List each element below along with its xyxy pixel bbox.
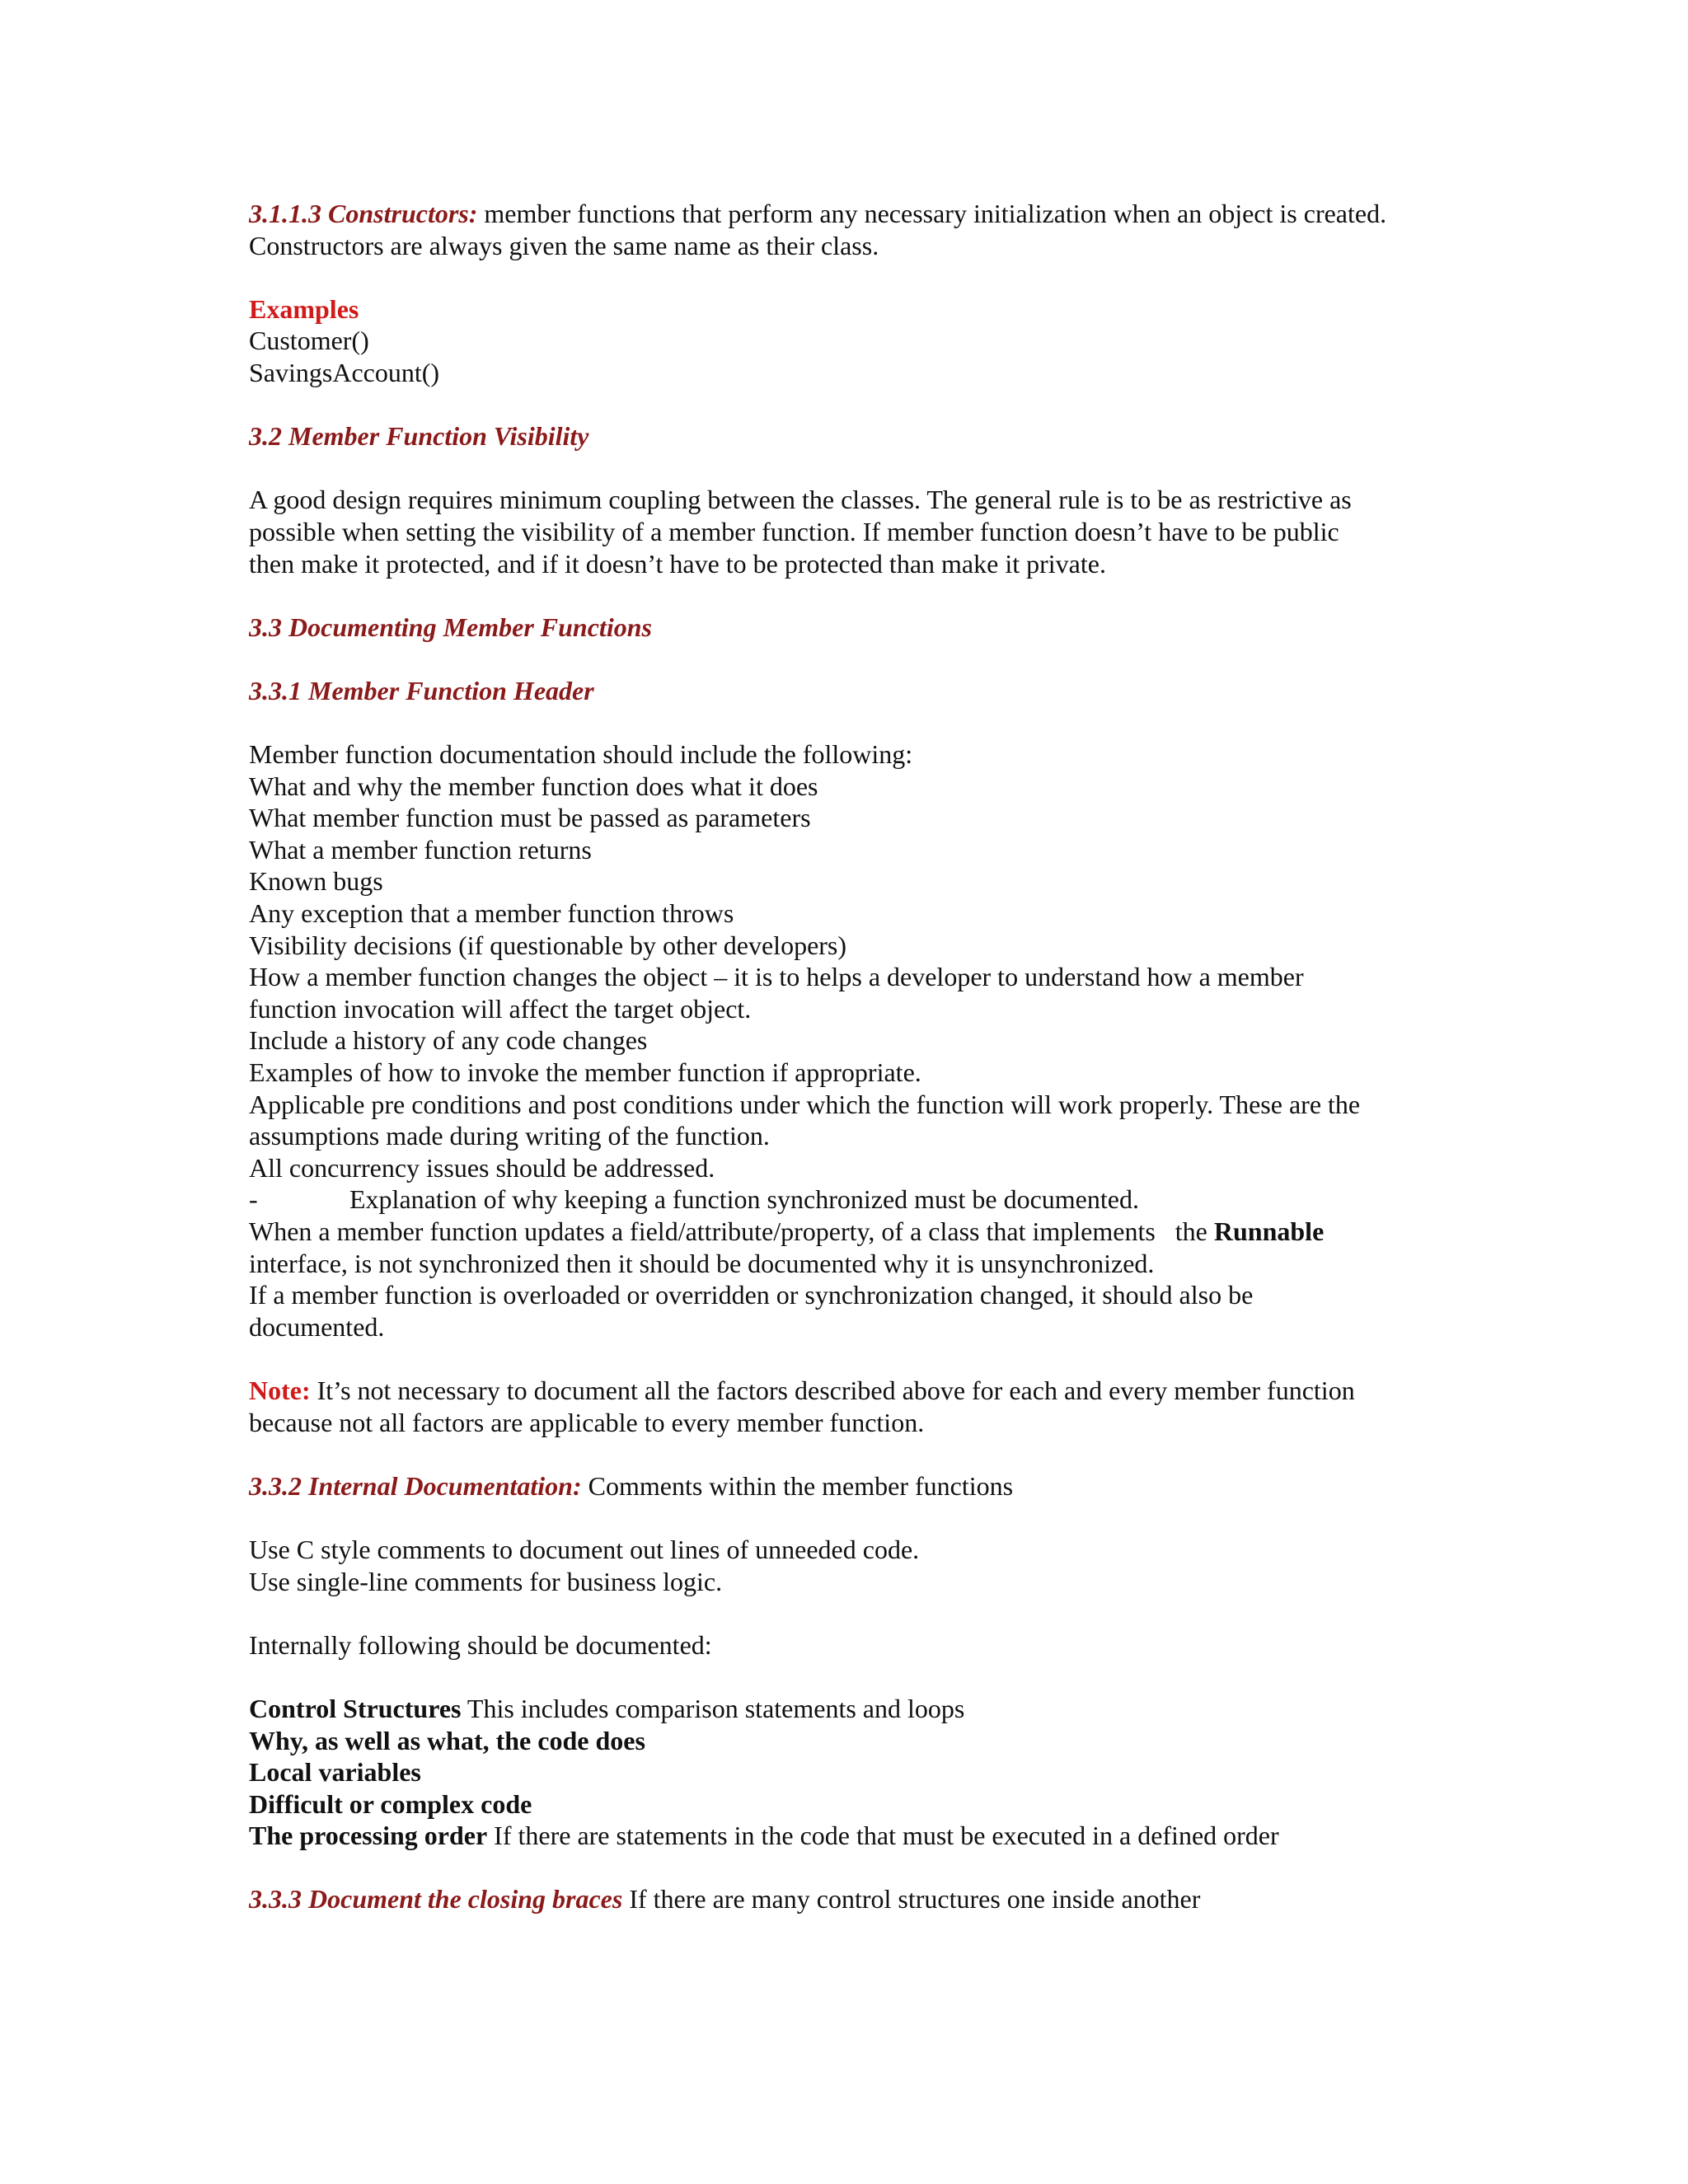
- note-line-1: [249, 1375, 1452, 1407]
- runnable-line-1: [249, 1216, 1452, 1248]
- processing-order-label: The processing order: [249, 1821, 488, 1851]
- internal-doc-heading-text: Comments within the member functions: [581, 1470, 1014, 1501]
- processing-order-line: [249, 1820, 1452, 1852]
- header-doc-line: How a member function changes the object – it is to helps a developer to understand how a member: [249, 962, 1304, 992]
- heading-3-3-2: 3.3.2 Internal Documentation:: [249, 1470, 582, 1501]
- visibility-paragraph-line: then make it protected, and if it doesn’t have to be protected than make it private.: [249, 548, 1106, 579]
- runnable-keyword: Runnable: [1213, 1216, 1325, 1246]
- header-doc-line: What a member function returns: [249, 834, 592, 865]
- examples-label: Examples: [249, 293, 359, 324]
- constructors-paragraph-line-2: Constructors are always given the same name as their class.: [249, 230, 879, 260]
- heading-3-2: 3.2 Member Function Visibility: [249, 421, 589, 452]
- heading-3-3-3: 3.3.3 Document the closing braces: [249, 1884, 623, 1915]
- closing-braces-text: If there are many control structures one inside another: [622, 1884, 1201, 1915]
- why-line: Why, as well as what, the code does: [249, 1725, 645, 1755]
- dash-marker: -: [249, 1184, 258, 1215]
- note-line-2: because not all factors are applicable to every member function.: [249, 1407, 925, 1437]
- comment-rule-line: Use C style comments to document out lines of unneeded code.: [249, 1534, 920, 1564]
- internal-intro: Internally following should be documented:: [249, 1629, 712, 1660]
- runnable-text: When a member function updates a field/attribute/property, of a class that implements the: [249, 1216, 1214, 1246]
- note-text: It’s not necessary to document all the factors described above for each and every member function: [310, 1375, 1355, 1405]
- header-doc-line: Include a history of any code changes: [249, 1025, 648, 1056]
- control-structures-text: This includes comparison statements and loops: [461, 1693, 965, 1723]
- difficult-code-line: Difficult or complex code: [249, 1788, 532, 1819]
- constructors-paragraph-line-1: [249, 198, 1452, 230]
- visibility-paragraph-line: A good design requires minimum coupling between the classes. The general rule is to be as restrictive as: [249, 485, 1352, 515]
- runnable-line-2: interface, is not synchronized then it should be documented why it is unsynchronized.: [249, 1248, 1155, 1278]
- heading-3-3-1: 3.3.1 Member Function Header: [249, 675, 594, 705]
- note-label: Note:: [249, 1375, 311, 1405]
- header-doc-line: Examples of how to invoke the member function if appropriate.: [249, 1057, 921, 1088]
- header-doc-line: All concurrency issues should be addressed.: [249, 1152, 715, 1183]
- header-doc-line: function invocation will affect the target object.: [249, 993, 752, 1024]
- header-doc-line: What member function must be passed as parameters: [249, 803, 811, 833]
- control-structures-label: Control Structures: [249, 1693, 462, 1723]
- example-item: Customer(): [249, 326, 369, 356]
- header-doc-line: Visibility decisions (if questionable by other developers): [249, 930, 847, 960]
- dash-item-text: Explanation of why keeping a function synchronized must be documented.: [349, 1184, 1139, 1215]
- page-content: [249, 198, 1452, 1915]
- header-doc-line: Known bugs: [249, 866, 383, 897]
- overload-line-1: If a member function is overloaded or overridden or synchronization changed, it should also be: [249, 1280, 1254, 1310]
- visibility-paragraph-line: possible when setting the visibility of a member function. If member function doesn’t have to be public: [249, 516, 1339, 546]
- header-doc-line: What and why the member function does what it does: [249, 771, 818, 801]
- heading-3-3: 3.3 Documenting Member Functions: [249, 612, 652, 642]
- control-structures-line: [249, 1693, 1452, 1725]
- processing-order-text: If there are statements in the code that must be executed in a defined order: [487, 1821, 1279, 1851]
- heading-3-1-1-3: 3.1.1.3 Constructors:: [249, 199, 478, 228]
- local-variables-line: Local variables: [249, 1757, 421, 1788]
- header-doc-line: assumptions made during writing of the function.: [249, 1121, 770, 1151]
- dash-list-item: [249, 1183, 1452, 1216]
- constructors-text: member functions that perform any necessary initialization when an object is created.: [477, 199, 1387, 228]
- header-doc-line: Any exception that a member function throws: [249, 898, 734, 929]
- comment-rule-line: Use single-line comments for business logic.: [249, 1566, 723, 1596]
- example-item: SavingsAccount(): [249, 357, 440, 387]
- overload-line-2: documented.: [249, 1311, 385, 1342]
- header-doc-line: Applicable pre conditions and post conditions under which the function will work properly. These are the: [249, 1089, 1361, 1119]
- internal-doc-heading-line: [249, 1470, 1452, 1502]
- closing-braces-line: [249, 1883, 1452, 1915]
- header-doc-line: Member function documentation should include the following:: [249, 739, 913, 770]
